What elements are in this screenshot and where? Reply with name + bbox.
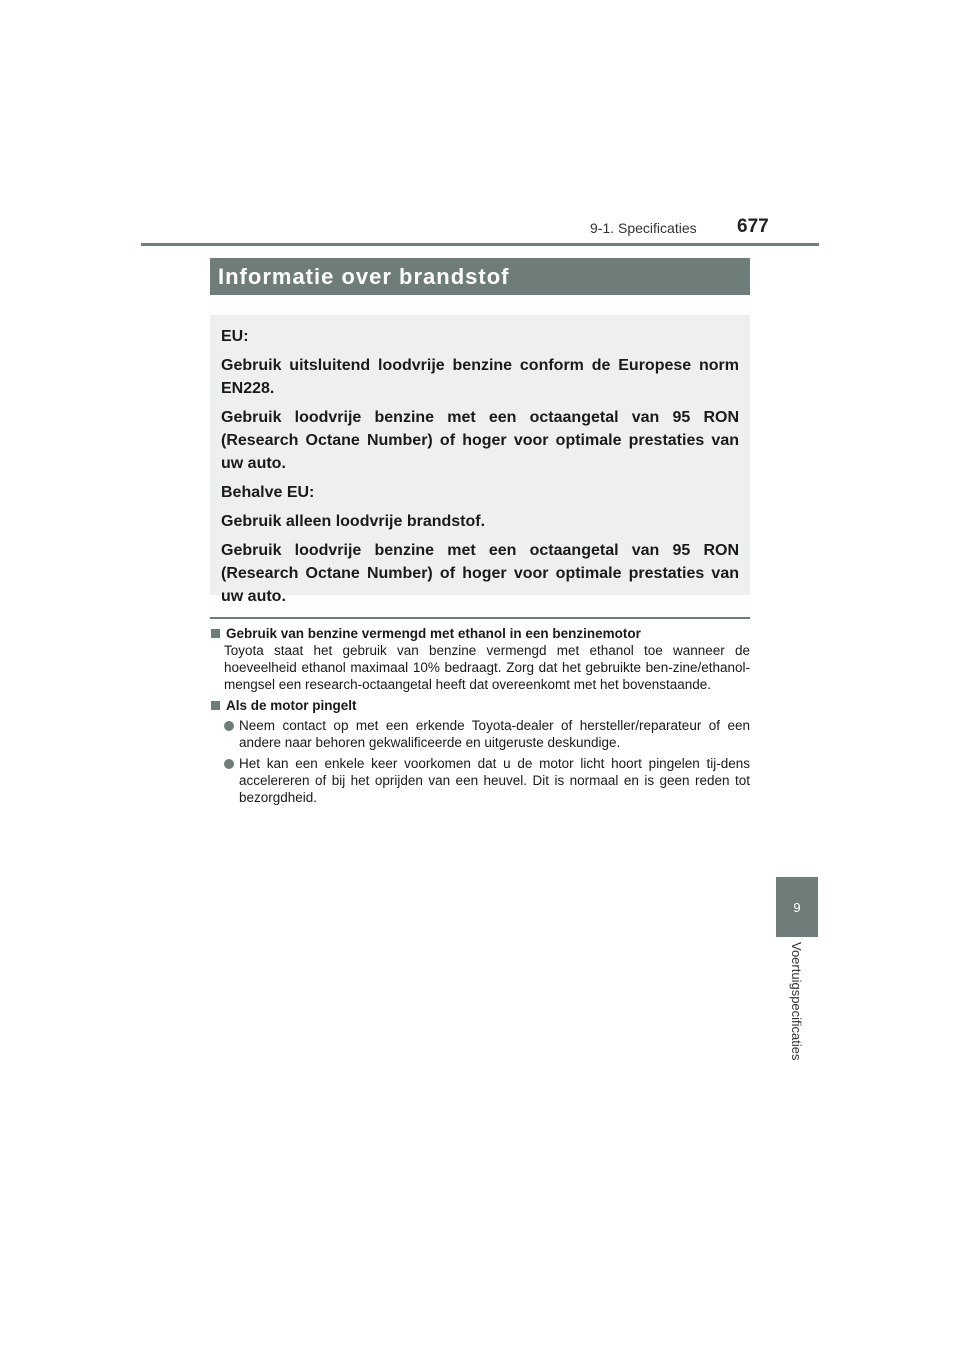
- header-divider: [141, 243, 819, 246]
- circle-bullet-icon: [224, 721, 234, 731]
- section-divider: [210, 617, 750, 619]
- square-bullet-icon: [211, 701, 220, 710]
- info-box: [210, 315, 750, 605]
- info-paragraph: Gebruik loodvrije benzine met een octaangetal van 95 RON (Research Octane Number) of hoger voor optimale prestaties van uw auto.: [221, 542, 739, 605]
- square-bullet-icon: [211, 629, 220, 638]
- chapter-label: Voertuigspecificaties: [789, 942, 804, 1061]
- note-heading-text: Als de motor pingelt: [226, 698, 357, 713]
- section-header: 9-1. Specificaties: [590, 220, 697, 236]
- info-paragraph: Gebruik loodvrije benzine met een octaangetal van 95 RON (Research Octane Number) of hoger voor optimale prestaties van uw auto.: [221, 409, 739, 472]
- page-title: Informatie over brandstof: [218, 264, 510, 289]
- info-paragraph: Gebruik uitsluitend loodvrije benzine conform de Europese norm EN228.: [221, 357, 739, 397]
- info-paragraph: Behalve EU:: [221, 484, 315, 501]
- chapter-tab: [776, 877, 818, 937]
- note-body-ethanol: Toyota staat het gebruik van benzine vermengd met ethanol toe wanneer de hoeveelheid ethanol maximaal 10% bedraagt. Zorg dat het gebruikte ben-zine/ethanol-mengsel een research-octaangetal heeft dat overeenkomt met het bovenstaande.: [224, 643, 750, 692]
- list-item: [224, 755, 750, 806]
- title-bar: [210, 258, 750, 295]
- info-paragraph: Gebruik alleen loodvrije brandstof.: [221, 513, 486, 530]
- note-heading-ethanol: [210, 625, 750, 642]
- bullet-text: Neem contact op met een erkende Toyota-dealer of hersteller/reparateur of een andere naar behoren gekwalificeerde en uitgeruste deskundige.: [239, 718, 750, 750]
- info-paragraph: EU:: [221, 328, 249, 345]
- note-heading-text: Gebruik van benzine vermengd met ethanol in een benzinemotor: [226, 626, 641, 641]
- note-heading-knock: [210, 697, 750, 714]
- chapter-number: 9: [793, 899, 801, 915]
- circle-bullet-icon: [224, 759, 234, 769]
- notes-section: [210, 625, 750, 810]
- bullet-text: Het kan een enkele keer voorkomen dat u de motor licht hoort pingelen tij-dens accelereren of bij het oprijden van een heuvel. Dit is normaal en is geen reden tot bezorgdheid.: [239, 756, 750, 805]
- page-number: 677: [737, 216, 769, 237]
- list-item: [224, 717, 750, 751]
